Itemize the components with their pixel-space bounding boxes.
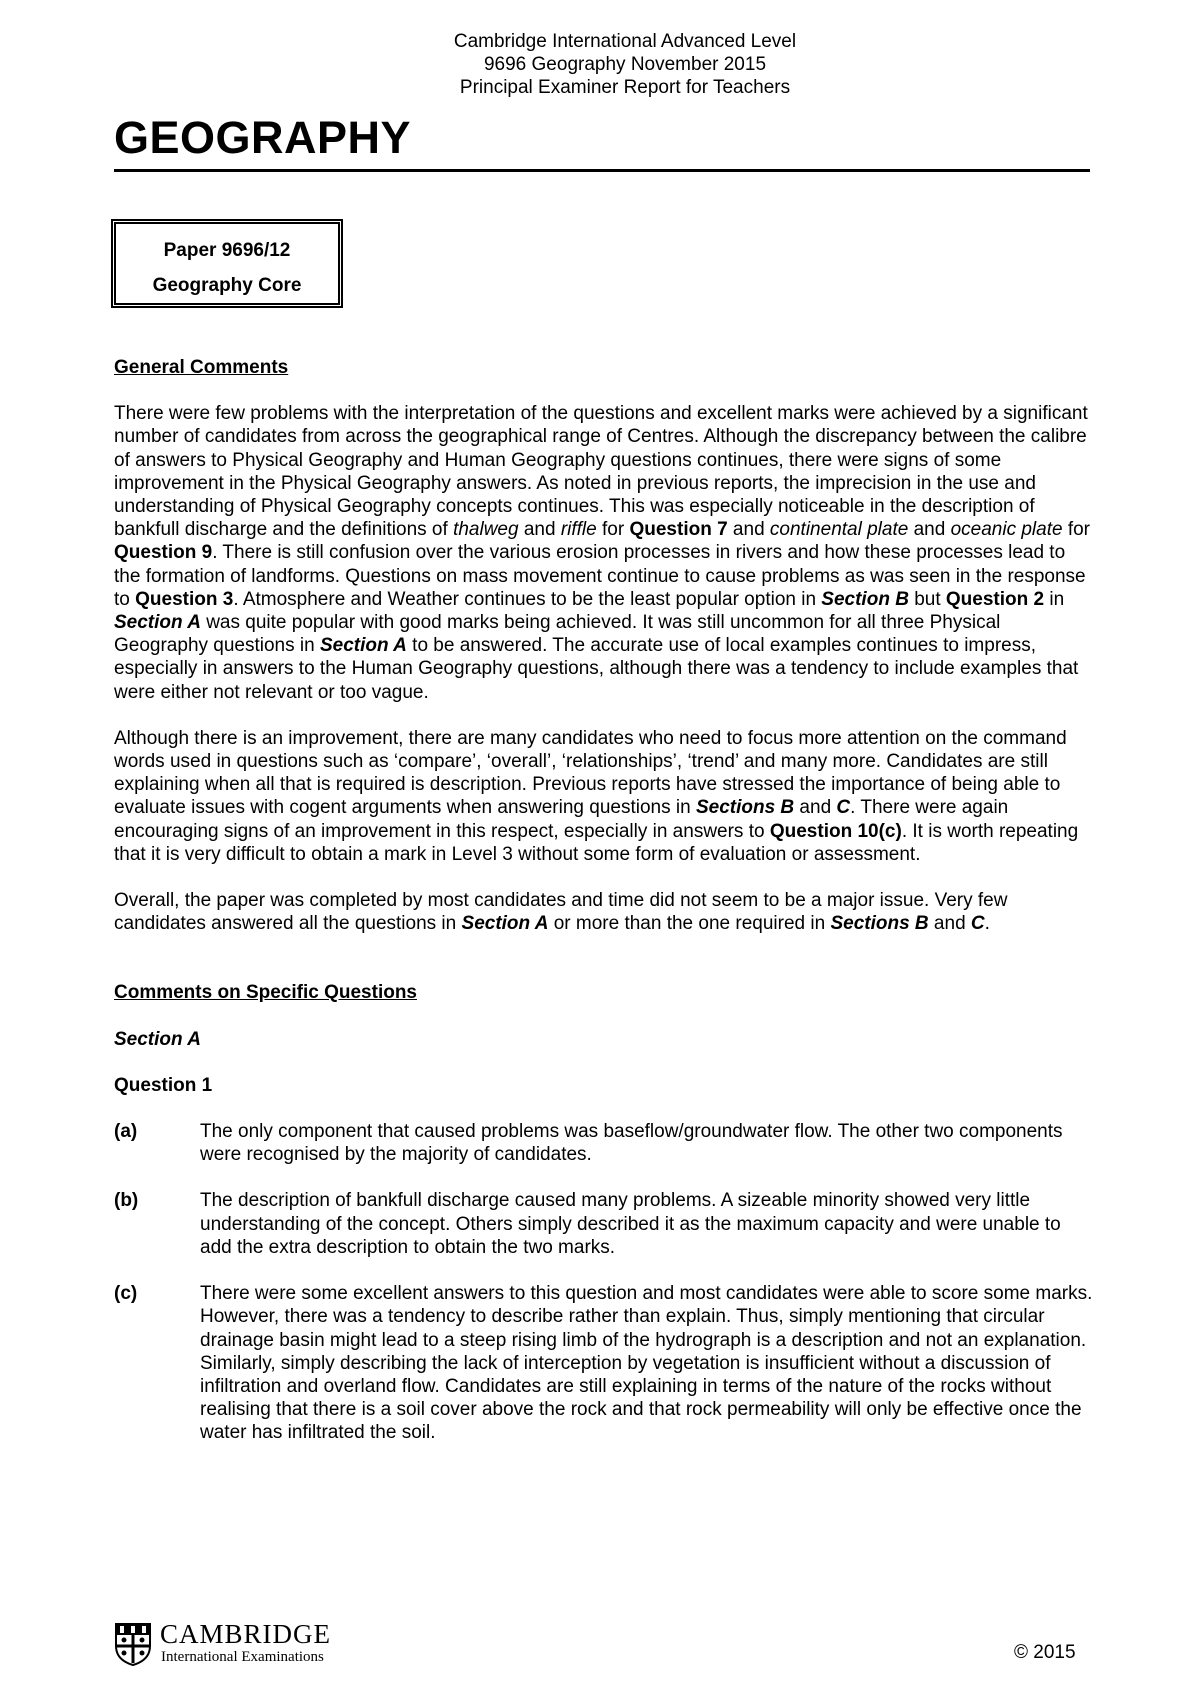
crest-icon (114, 1622, 152, 1666)
part-label: (b) (114, 1190, 139, 1212)
general-comments-paragraph-3: Overall, the paper was completed by most candidates and time did not seem to be a major issue. Very few candidates answered all the questions in Section A or more than the one required in Sections B and C. (114, 890, 1008, 935)
question-part-c (114, 1282, 1094, 1444)
part-text: There were some excellent answers to this question and most candidates were able to score some marks. However, there was a tendency to describe rather than explain. Thus, simply mentioning that circular drainage basin might lead to a steep rising limb of the hydrograph is a description and not an explanation. Similarly, simply describing the lack of interception by vegetation is insufficient without a discussion of infiltration and overland flow. Candidates are still explaining in terms of the nature of the rocks without realising that there is a soil cover above the rock and that rock permeability will only be effective once the water has infiltrated the soil. (200, 1283, 1093, 1444)
part-label: (c) (114, 1283, 138, 1305)
general-comments-paragraph-2: Although there is an improvement, there are many candidates who need to focus more attention on the command words used in questions such as ‘compare’, ‘overall’, ‘relationships’, ‘trend’ and many more. Candidates are still explaining when all that is required is description. Previous reports have stressed the importance of being able to evaluate issues with cogent arguments when answering questions in Sections B and C. There were again encouraging signs of an improvement in this respect, especially in answers to Question 10(c). It is worth repeating that it is very difficult to obtain a mark in Level 3 without some form of evaluation or assessment. (114, 727, 1079, 865)
logo-name: CAMBRIDGE (160, 1619, 332, 1649)
paper-info-box (111, 219, 343, 308)
general-comments-heading: General Comments (114, 357, 289, 378)
paper-name: Geography Core (152, 275, 302, 296)
part-text: The description of bankfull discharge caused many problems. A sizeable minority showed very little understanding of the concept. Others simply described it as the maximum capacity and were unable to add the extra description to obtain the two marks. (200, 1190, 1061, 1258)
section-label: Section A (114, 1028, 201, 1050)
page-title: GEOGRAPHY (114, 112, 412, 163)
header-line-1: Cambridge International Advanced Level (453, 31, 797, 52)
question-heading: Question 1 (114, 1074, 213, 1096)
general-comments-paragraph-1: There were few problems with the interpretation of the questions and excellent marks were achieved by a significant number of candidates from across the geographical range of Centres. Although the discrepancy between the calibre of answers to Physical Geography and Human Geography questions continues, there were signs of some improvement in the Physical Geography answers. As noted in previous reports, the imprecision in the use and understanding of Physical Geography concepts continues. This was especially noticeable in the description of bankfull discharge and the definitions of thalweg and riffle for Question 7 and continental plate and oceanic plate for Question 9. There is still confusion over the various erosion processes in rivers and how these processes lead to the formation of landforms. Questions on mass movement continue to cause problems as was seen in the response to Question 3. Atmosphere and Weather continues to be the least popular option in Section B but Question 2 in Section A was quite popular with good marks being achieved. It was still uncommon for all three Physical Geography questions in Section A to be answered. The accurate use of local examples continues to impress, especially in answers to the Human Geography questions, although there was a tendency to include examples that were either not relevant or too vague. (114, 403, 1090, 703)
part-label: (a) (114, 1121, 138, 1143)
report-body (114, 356, 1094, 1445)
question-part-b (114, 1189, 1094, 1259)
header-line-3: Principal Examiner Report for Teachers (459, 77, 791, 98)
logo-subtitle: International Examinations (161, 1649, 324, 1665)
cambridge-logo (114, 1619, 354, 1672)
report-header (360, 30, 890, 99)
header-line-2: 9696 Geography November 2015 (483, 54, 767, 75)
part-text: The only component that caused problems was baseflow/groundwater flow. The other two components were recognised by the majority of candidates. (200, 1121, 1063, 1166)
paper-number: Paper 9696/12 (163, 240, 291, 261)
specific-comments-heading: Comments on Specific Questions (114, 982, 417, 1004)
question-part-a (114, 1120, 1094, 1166)
copyright: © 2015 (1014, 1642, 1076, 1663)
title-divider (114, 169, 1090, 172)
